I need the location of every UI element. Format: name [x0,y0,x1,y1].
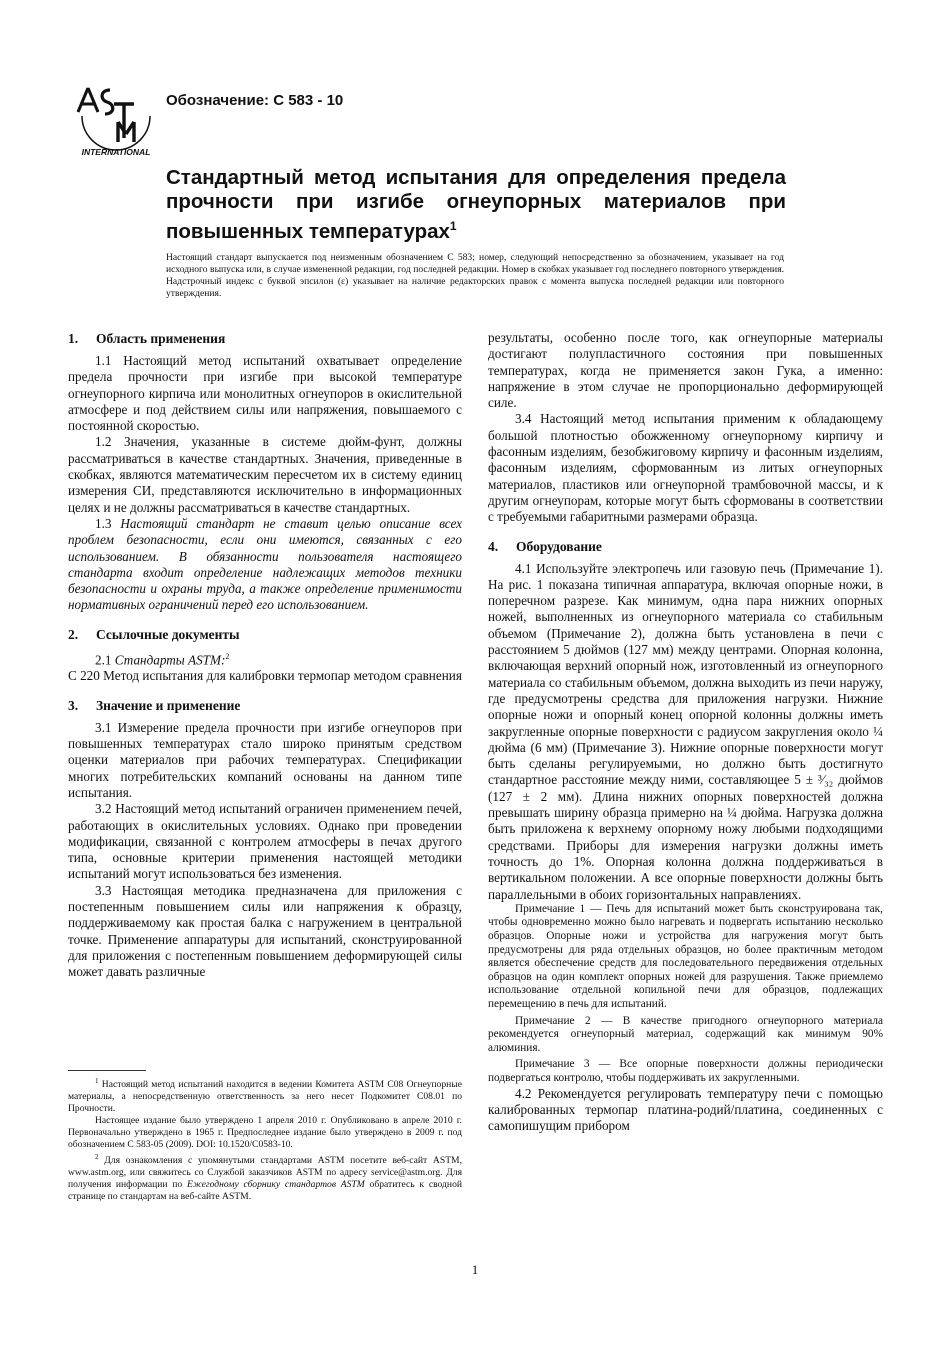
paragraph-3-3: 3.3 Настоящая методика предназначена для приложения с постепенным повышением силы или напряжения к образцу, поддерживаемому как простая балка с нагружением в центральной точке. Применение аппаратуры для испытаний, сконструированной для приложения с постепенным повышением деформирующей силы может давать различные [68,882,462,980]
paragraph-4-1: 4.1 Используйте электропечь или газовую печь (Примечание 1). На рис. 1 показана типичная аппаратура, включая опорные ножи, в поперечном разрезе. Как минимум, одна пара нижних опорных ножей, выполненных из огнеупорного материала со стабильным объемом (Примечание 2), должна быть установлена в печи с расстоянием 5 дюймов (127 мм) между центрами. Опорная колонна, включающая верхний опорный нож, изготовленный из огнеупорного материала со стабильным объемом, должна выходить из печи наружу, где предусмотрены средства для приложения нагрузки. Нижние опорные ножи и опорный конец опорной колонны должны иметь закругленные опорные поверхности с радиусом закругления около ¼ дюйма (6 мм) (Примечание 3). Нижние опорные поверхности могут быть сделаны регулируемыми, но должно быть достигнуто стандартное расстояние между ними, составляющее 5 ± ³⁄₃₂ дюймов (127 ± 2 мм). Длина нижних опорных поверхностей должна превышать ширину образца примерно на ¼ дюйма. Нагрузка должна быть приложена к верхнему опорному ножу любыми подходящими средствами. Приборы для измерения нагрузки должны иметь точность до 1%. Опорная колонна должна поддерживаться в вертикальном положении. А все опорные поверхности должны быть параллельными в обоих горизонтальных направлениях. [488,560,883,902]
paragraph-4-2: 4.2 Рекомендуется регулировать температуру печи с помощью калиброванных термопар платина-родий/платина, соединенных с самопишущим прибором [488,1085,883,1134]
section-heading-2: 2. Ссылочные документы [68,626,240,642]
astm-logo [74,82,158,158]
page-number: 1 [471,1262,479,1277]
section-heading-1: 1. Область применения [68,331,226,346]
footnote-1: $^1$ Настоящий метод испытаний находится в ведении Комитета ASTM C08 Огнеупорные материалы, а непосредственную ответственность за него несет Подкомитет C08.01 по Прочности. [68,1077,462,1115]
footnote-2: $^2$ Для ознакомления с упомянутыми стандартами ASTM посетите веб-сайт ASTM, www.astm.org, или свяжитесь со Службой заказчиков ASTM по адресу service@astm.org. Для получения информации по Ежегодному сборнику стандартов ASTM обратитесь к сводной странице по стандартам на веб-сайте ASTM. [68,1153,463,1203]
left-column [68,330,462,980]
section-heading-3: 3. Значение и применение [68,697,241,713]
section-heading-4: 4. Оборудование [488,538,602,554]
paragraph-3-3-continued: результаты, особенно после того, как огнеупорные материалы достигают полупластичного состояния при повышенных температурах, когда не применяется закон Гука, а именно: напряжение в этом случае не пропорционально деформирующей силе. [488,330,883,411]
paragraph-1-3: 1.3 Настоящий стандарт не ставит целью описание всех проблем безопасности, если они имеются, связанных с его использованием. В обязанности пользователя настоящего стандарта входит определение надлежащих методов техники безопасности и охраны труда, а также определение применимости нормативных ограничений перед его использованием. [68,515,463,613]
title-footnote-mark: 1 [449,219,457,233]
note-1: Примечание 1 — Печь для испытаний может быть сконструирована так, чтобы одновременно можно было нагревать и подвергать испытанию несколько образцов. Опорные ножи и устройства для нагружения могут быть предусмотрены для ряда отдельных образцов, но более практичным методом является обеспечение средств для последовательного передвижения отдельных образцов на один комплект опорных ножей для разрушения. Также приемлемо использование отдельной копильной печи для образцов, подлежащих перемещению в печь для испытаний. [488,902,883,1010]
note-3: Примечание 3 — Все опорные поверхности должны периодически подвергаться контролю, чтобы поддерживать их закругленными. [488,1058,883,1084]
right-column [488,330,883,1134]
logo-international-text: INTERNATIONAL [81,147,151,157]
paragraph-3-2: 3.2 Настоящий метод испытаний ограничен применением печей, работающих в окислительных условиях. Однако при проведении модификации, связанной с контролем атмосферы в печах другого типа, основные критерии применения настоящей методики испытаний могут использоваться без изменения. [68,801,462,882]
reference-c220: C 220 Метод испытания для калибровки термопар методом сравнения [68,668,462,684]
paragraph-2-1: 2.1 Стандарты ASTM:$^2$ [95,651,230,668]
document-title [166,166,786,244]
preamble: Настоящий стандарт выпускается под неизменным обозначением C 583; номер, следующий непосредственно за обозначением, указывает на год исходного выпуска или, в случае измененной редакции, год последней редакции. Номер в скобках указывает год последнего повторного утверждения. Надстрочный индекс с буквой эпсилон (ε) указывает на наличие редакторских правок с момента выпуска последней редакции или повторного утверждения. [166,252,784,299]
footnotes [68,1075,462,1203]
note-2: Примечание 2 — В качестве пригодного огнеупорного материала рекомендуется огнеупорный материал, содержащий как минимум 90% алюминия. [488,1014,883,1054]
paragraph-1-2: 1.2 Значения, указанные в системе дюйм-фунт, должны рассматриваться в качестве стандартных. Значения, приведенные в скобках, являются математическим пересчетом их в систему единиц измерения СИ, представляются исключительно в информационных целях и не должны рассматриваться в качестве стандартных. [68,434,462,515]
paragraph-3-4: 3.4 Настоящий метод испытания применим к обладающему большой плотностью обожженному огнеупорному кирпичу и фасонным изделиям, безобжиговому кирпичу и фасонным изделиям, фасонным изделиям, сформованным из литых огнеупорных материалов, пластиков или огнеупорной трамбовочной массы, и к другим огнеупорам, которые могут быть сформованы в соответствии с требуемыми габаритными размерами образца. [488,411,883,525]
paragraph-3-1: 3.1 Измерение предела прочности при изгибе огнеупоров при повышенных температурах стало широко принятым средством оценки материалов при рабочих температурах. Спецификации многих потребительских компаний основаны на данном типе испытания. [68,719,462,800]
footnote-1-edition: Настоящее издание было утверждено 1 апреля 2010 г. Опубликовано в апреле 2010 г. Первоначально утверждено в 1965 г. Предпоследнее издание было утверждено в 2009 г. под обозначением C 583-05 (2009). DOI: 10.1520/C0583-10. [68,1115,462,1151]
title-text: Стандартный метод испытания для определения предела прочности при изгибе огнеупорных материалов при повышенных температурах [166,166,786,243]
paragraph-1-1: 1.1 Настоящий метод испытаний охватывает определение предела прочности при изгибе при высокой температуре огнеупорного кирпича или монолитных огнеупоров в окислительной атмосфере и под действием силы или напряжения, повышаемого с постоянной скоростью. [68,353,462,434]
designation: Обозначение: C 583 - 10 [166,92,344,109]
footnote-divider [68,1070,146,1071]
